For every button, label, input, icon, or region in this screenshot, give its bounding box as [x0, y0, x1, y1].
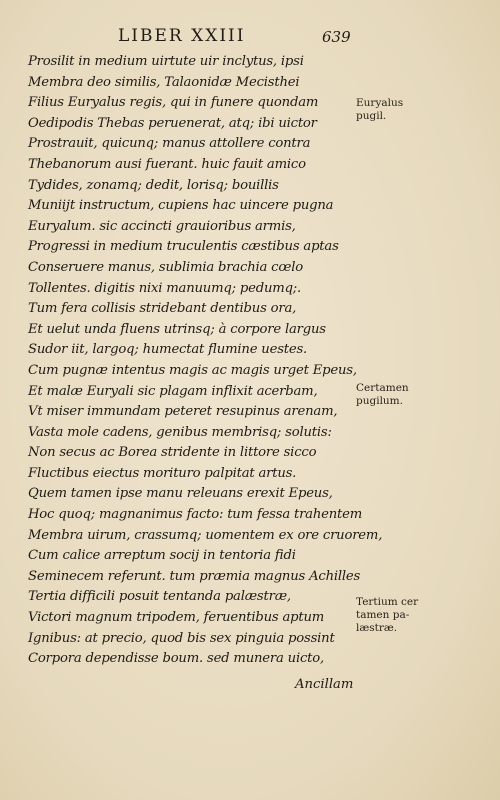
verse-line: Sudor iit, largoq; humectat flumine uestes. [28, 342, 308, 358]
verse-line: Quem tamen ipse manu releuans erexit Epeus, [28, 486, 333, 502]
marginal-note-line: pugilum. [356, 395, 403, 407]
verse-line: Tydides, zonamq; dedit, lorisq; bouillis [28, 177, 279, 193]
running-title: LIBER XXIII [118, 26, 246, 46]
verse-line: Hoc quoq; magnanimus facto: tum fessa trahentem [28, 507, 363, 523]
verse-line: Et uelut unda fluens utrinsq; à corpore largus [28, 321, 326, 337]
verse-line: Membra deo similis, Talaonidæ Mecisthei [28, 74, 300, 90]
verse-line: Conseruere manus, sublimia brachia cœlo [28, 259, 303, 275]
verse-line: Ignibus: at precio, quod bis sex pinguia possint [28, 630, 335, 646]
verse-line: Cum calice arreptum socij in tentoria fidi [28, 548, 296, 564]
verse-line: Prosilit in medium uirtute uir inclytus, ipsi [28, 54, 304, 69]
marginal-note-line: Euryalus [356, 97, 404, 109]
verse-line: Corpora dependisse boum. sed munera uicto, [28, 651, 325, 667]
marginal-note [356, 97, 456, 123]
marginal-note-line: tamen pa- [356, 609, 410, 621]
marginal-note-line: pugil. [356, 110, 387, 122]
verse-line: Euryalum. sic accincti grauioribus armis, [28, 218, 296, 234]
verse-line: Tertia difficili posuit tentanda palæstræ, [28, 589, 291, 605]
marginal-note-line: Tertium cer [356, 596, 419, 608]
verse-line: Vt miser immundam peteret resupinus arenam, [28, 404, 338, 420]
marginal-note-line: Certamen [356, 382, 409, 394]
marginal-note-line: læstræ. [356, 622, 398, 634]
verse-line: Non secus ac Borea stridente in littore sicco [28, 445, 317, 461]
verse-line: Cum pugnæ intentus magis ac magis urget Epeus, [28, 362, 357, 378]
verse-line: Tollentes. digitis nixi manuumq; pedumq;. [28, 280, 302, 296]
verse-line: Seminecem referunt. tum præmia magnus Achilles [28, 568, 361, 584]
verse-line: Filius Euryalus regis, qui in funere quondam [28, 95, 319, 111]
verse-line: Oedipodis Thebas peruenerat, atq; ibi uictor [28, 115, 317, 131]
page-header [0, 26, 500, 50]
verse-line: Et malæ Euryali sic plagam inflixit acerbam, [28, 383, 318, 399]
verse-line: Muniijt instructum, cupiens hac uincere pugna [28, 198, 334, 214]
verse-line: Progressi in medium truculentis cæstibus aptas [28, 239, 339, 255]
verse-line: Membra uirum, crassumq; uomentem ex ore cruorem, [28, 527, 383, 543]
page-number: 639 [322, 28, 351, 46]
marginal-note [356, 382, 456, 408]
verse-line: Tum fera collisis stridebant dentibus ora, [28, 301, 297, 317]
verse-line: Prostrauit, quicunq; manus attollere contra [28, 136, 311, 152]
verse-line: Victori magnum tripodem, feruentibus aptum [28, 610, 325, 626]
catchword: Ancillam [295, 677, 354, 692]
verse-line: Thebanorum ausi fuerant. huic fauit amico [28, 156, 306, 172]
marginal-note [356, 596, 456, 635]
verse-line: Fluctibus eiectus morituro palpitat artus. [28, 465, 297, 481]
verse-line: Vasta mole cadens, genibus membrisq; solutis: [28, 424, 332, 440]
